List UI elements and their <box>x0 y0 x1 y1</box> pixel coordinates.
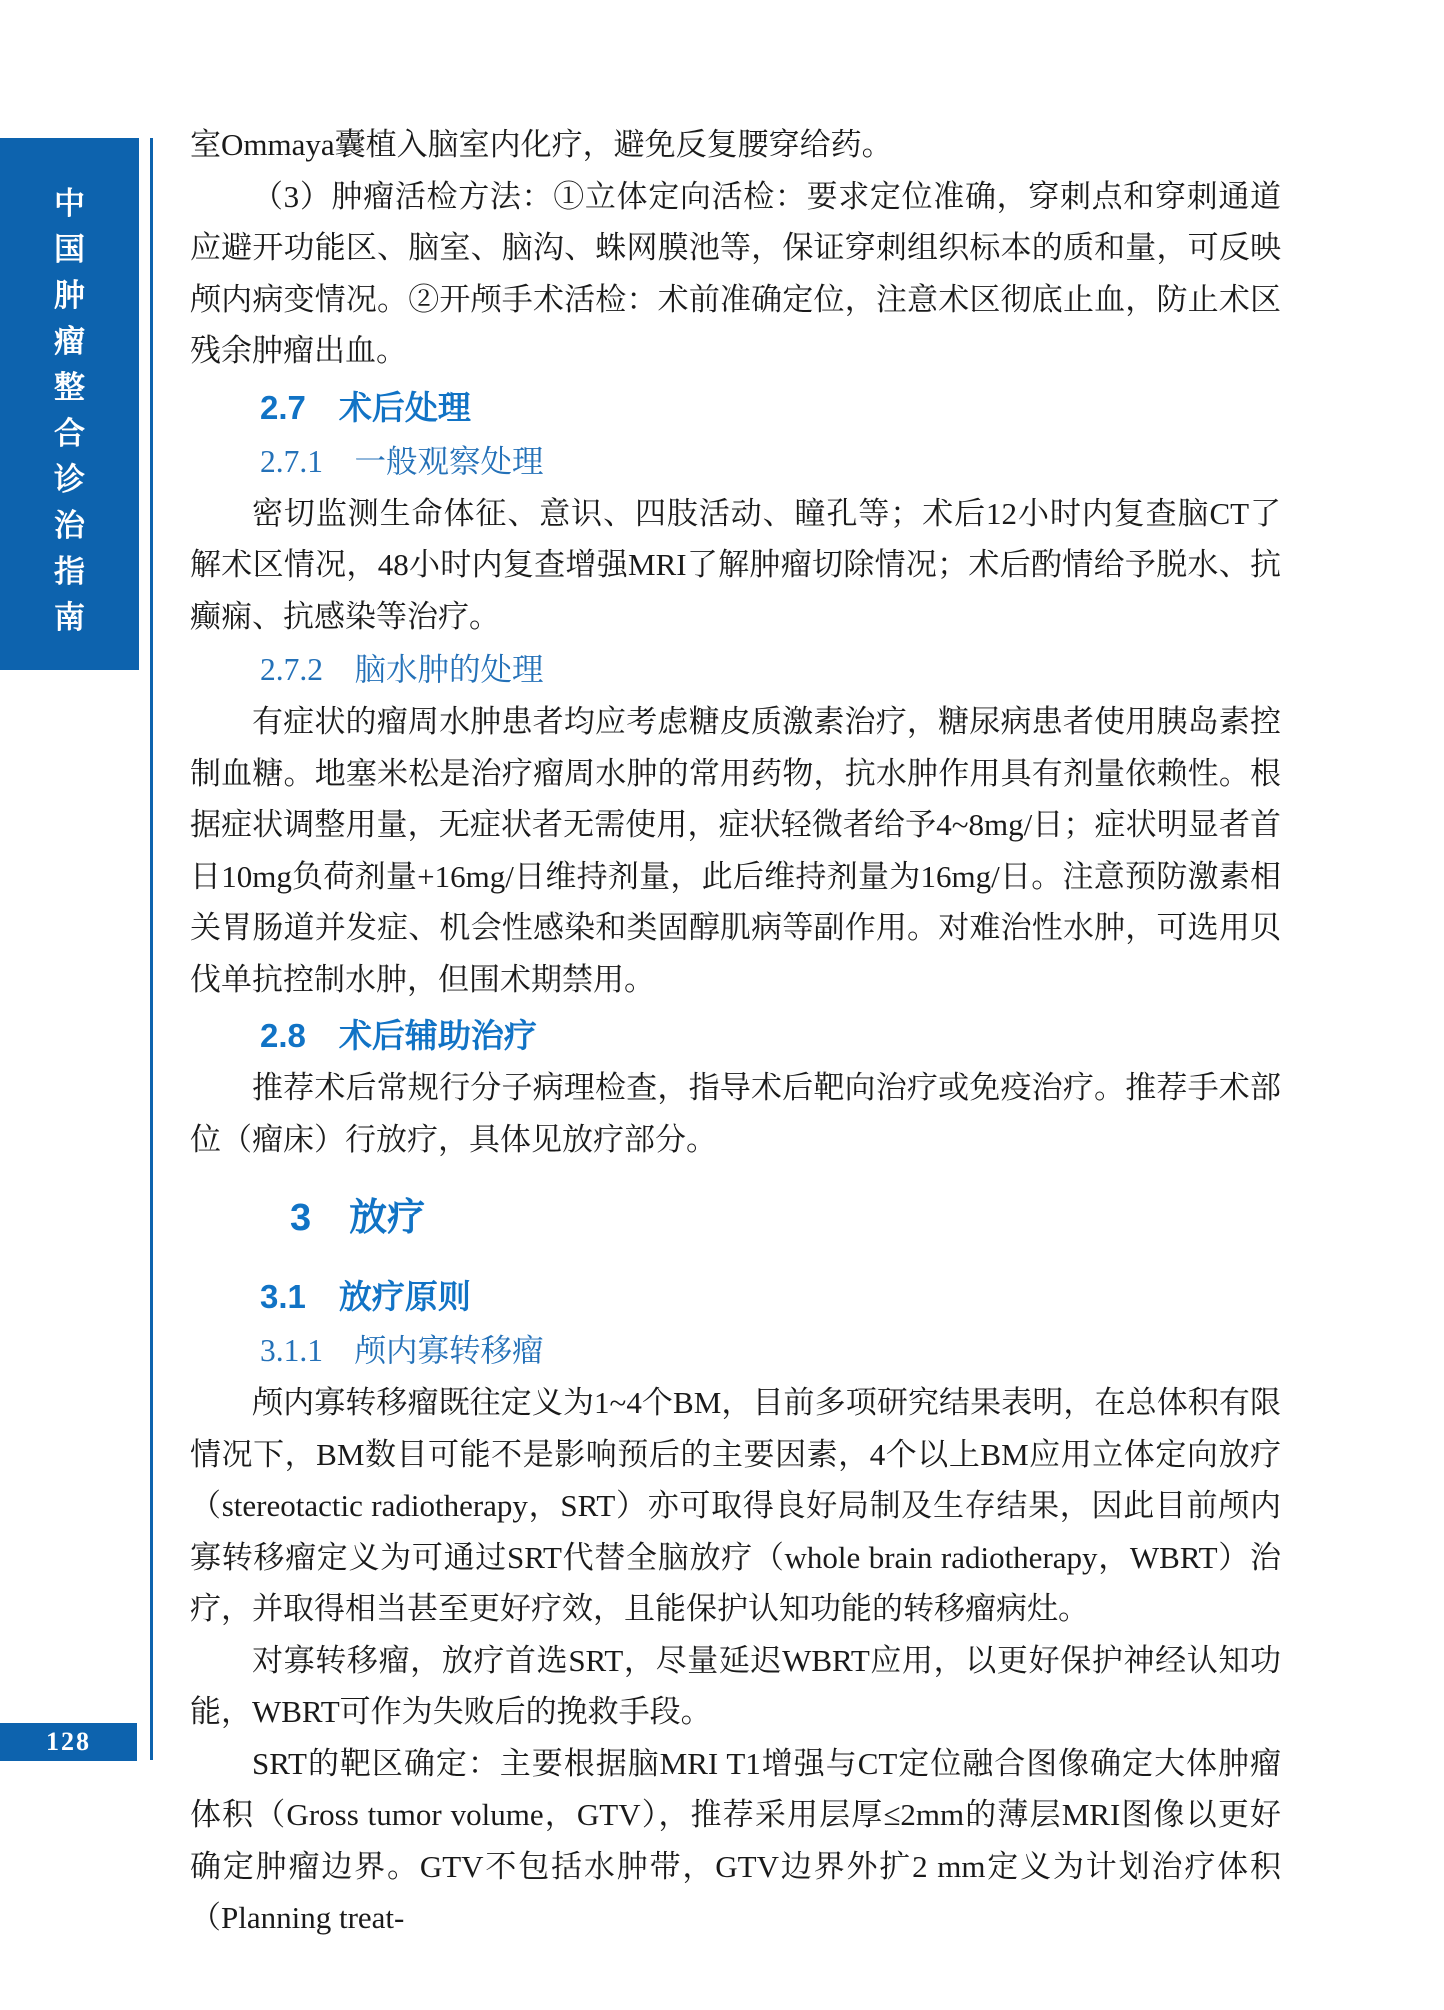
book-title-char: 诊 <box>54 462 85 497</box>
chapter-heading-3: 3 放疗 <box>290 1197 426 1239</box>
subsection-heading-3-1-1: 3.1.1 颅内寡转移瘤 <box>260 1333 544 1368</box>
book-title-char: 合 <box>54 416 85 451</box>
section-heading-2-8: 2.8 术后辅助治疗 <box>260 1017 537 1054</box>
section-heading-2-7: 2.7 术后处理 <box>260 388 471 426</box>
book-title-band <box>0 138 139 670</box>
paragraph-biopsy-methods: （3）肿瘤活检方法：①立体定向活检：要求定位准确，穿刺点和穿刺通道应避开功能区、脑室、脑沟、蛛网膜池等，保证穿刺组织标本的质和量，可反映颅内病变情况。②开颅手术活检：术前准确定位，注意术区彻底止血，防止术区残余肿瘤出血。 <box>190 178 1281 368</box>
main-text-column <box>190 119 1281 1944</box>
book-title-char: 指 <box>54 554 85 589</box>
paragraph-srt-preference: 对寡转移瘤，放疗首选SRT，尽量延迟WBRT应用，以更好保护神经认知功能，WBRT可作为失败后的挽救手段。 <box>190 1642 1281 1729</box>
vertical-divider-rule <box>150 138 153 1760</box>
paragraph-continued: 室Ommaya囊植入脑室内化疗，避免反复腰穿给药。 <box>190 127 893 162</box>
paragraph-adjuvant-therapy: 推荐术后常规行分子病理检查，指导术后靶向治疗或免疫治疗。推荐手术部位（瘤床）行放疗，具体见放疗部分。 <box>190 1070 1281 1157</box>
paragraph-srt-target: SRT的靶区确定：主要根据脑MRI T1增强与CT定位融合图像确定大体肿瘤体积（Gross tumor volume，GTV），推荐采用层厚≤2mm的薄层MRI图像以更好确定肿瘤边界。GTV不包括水肿带，GTV边界外扩2 mm定义为计划治疗体积（Planning treat- <box>190 1745 1281 1935</box>
page-number: 128 <box>46 1727 91 1756</box>
book-title-char: 整 <box>54 370 85 405</box>
book-title-char: 国 <box>54 232 85 267</box>
book-title-char: 瘤 <box>54 324 85 359</box>
book-title-char: 中 <box>54 186 85 221</box>
book-title-char: 肿 <box>54 278 85 313</box>
subsection-heading-2-7-1: 2.7.1 一般观察处理 <box>260 443 544 479</box>
paragraph-oligometastases-definition: 颅内寡转移瘤既往定义为1~4个BM，目前多项研究结果表明，在总体积有限情况下，BM数目可能不是影响预后的主要因素，4个以上BM应用立体定向放疗（stereotactic radiotherapy，SRT）亦可取得良好局制及生存结果，因此目前颅内寡转移瘤定义为可通过SRT代替全脑放疗（whole brain radiotherapy，WBRT）治疗，并取得相当甚至更好疗效，且能保护认知功能的转移瘤病灶。 <box>190 1385 1281 1626</box>
paragraph-general-observation: 密切监测生命体征、意识、四肢活动、瞳孔等；术后12小时内复查脑CT了解术区情况，48小时内复查增强MRI了解肿瘤切除情况；术后酌情给予脱水、抗癫痫、抗感染等治疗。 <box>190 495 1281 634</box>
book-title-char: 南 <box>54 600 85 635</box>
page-number-badge <box>0 1723 137 1761</box>
section-heading-3-1: 3.1 放疗原则 <box>260 1278 471 1315</box>
paragraph-brain-edema: 有症状的瘤周水肿患者均应考虑糖皮质激素治疗，糖尿病患者使用胰岛素控制血糖。地塞米松是治疗瘤周水肿的常用药物，抗水肿作用具有剂量依赖性。根据症状调整用量，无症状者无需使用，症状轻微者给予4~8mg/日；症状明显者首日10mg负荷剂量+16mg/日维持剂量，此后维持剂量为16mg/日。注意预防激素相关胃肠道并发症、机会性感染和类固醇肌病等副作用。对难治性水肿，可选用贝伐单抗控制水肿，但围术期禁用。 <box>190 704 1281 997</box>
book-title-char: 治 <box>54 508 85 543</box>
subsection-heading-2-7-2: 2.7.2 脑水肿的处理 <box>260 652 544 687</box>
